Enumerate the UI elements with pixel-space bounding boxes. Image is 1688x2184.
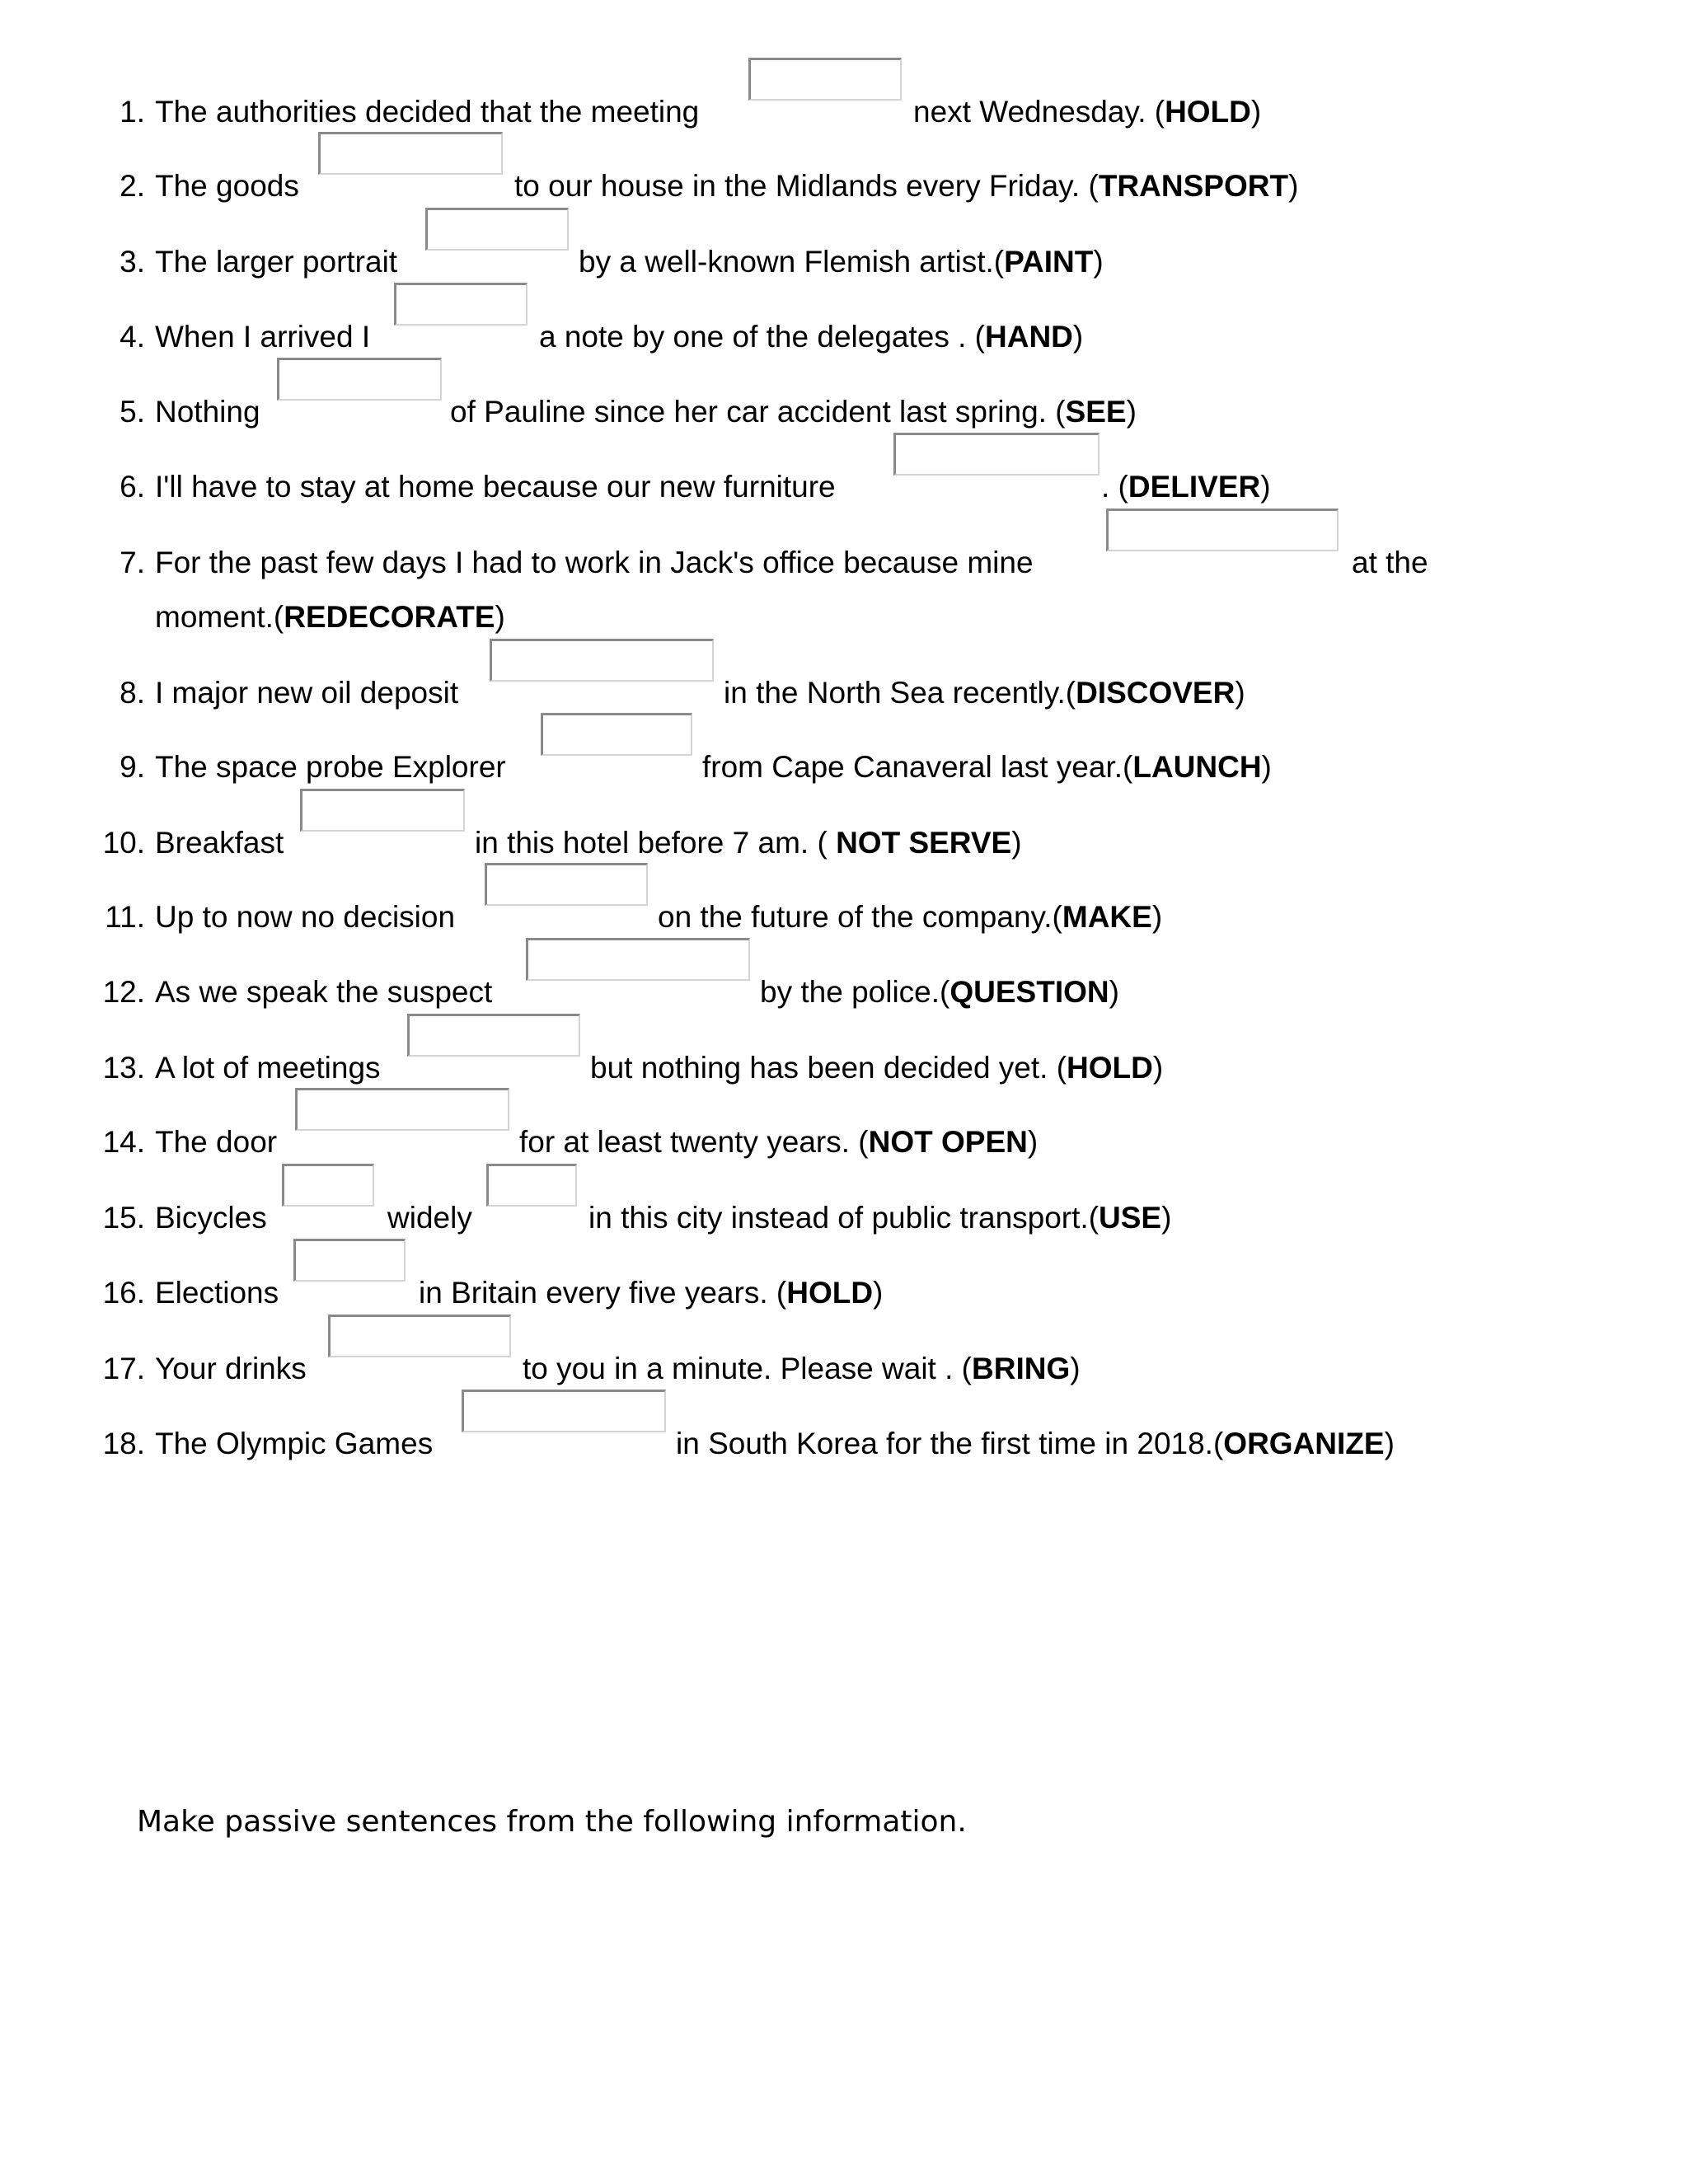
question-6 bbox=[0, 470, 1688, 536]
answer-input[interactable] bbox=[394, 283, 528, 326]
question-number: 6. bbox=[120, 470, 145, 504]
question-text-after: to our house in the Midlands every Friday. (TRANSPORT) bbox=[514, 169, 1299, 203]
question-10 bbox=[0, 826, 1688, 892]
question-text-after: a note by one of the delegates . (HAND) bbox=[539, 320, 1084, 354]
question-text-after: next Wednesday. (HOLD) bbox=[913, 95, 1262, 129]
question-text: Elections bbox=[155, 1276, 279, 1310]
question-text: The authorities decided that the meeting bbox=[155, 95, 700, 129]
question-text: The larger portrait bbox=[155, 245, 398, 279]
question-text: For the past few days I had to work in Jack's office because mine bbox=[155, 546, 1034, 579]
question-text: Bicycles bbox=[155, 1201, 267, 1235]
question-text: As we speak the suspect bbox=[155, 975, 493, 1009]
answer-input[interactable] bbox=[526, 938, 750, 981]
question-number: 2. bbox=[120, 169, 145, 203]
question-number: 5. bbox=[120, 395, 145, 429]
answer-input[interactable] bbox=[485, 863, 648, 906]
question-9 bbox=[0, 750, 1688, 816]
question-text-after: but nothing has been decided yet. (HOLD) bbox=[590, 1051, 1164, 1085]
question-number: 7. bbox=[120, 546, 145, 579]
question-2 bbox=[0, 169, 1688, 235]
answer-input[interactable] bbox=[295, 1088, 509, 1131]
question-text: Breakfast bbox=[155, 826, 284, 860]
answer-input[interactable] bbox=[318, 132, 503, 175]
question-text-middle: widely bbox=[387, 1201, 472, 1235]
question-text-after: in this hotel before 7 am. ( NOT SERVE) bbox=[475, 826, 1022, 860]
answer-input[interactable] bbox=[300, 789, 465, 832]
question-number: 18. bbox=[102, 1427, 145, 1460]
question-text-after: in South Korea for the first time in 2018.(ORGANIZE) bbox=[676, 1427, 1395, 1460]
question-11 bbox=[0, 900, 1688, 966]
question-text-after: on the future of the company.(MAKE) bbox=[658, 900, 1163, 934]
question-text: The goods bbox=[155, 169, 299, 203]
question-text-after: . (DELIVER) bbox=[1101, 470, 1271, 504]
question-number: 8. bbox=[120, 676, 145, 710]
question-number: 4. bbox=[120, 320, 145, 354]
answer-input[interactable] bbox=[748, 58, 902, 101]
question-text: The door bbox=[155, 1125, 278, 1159]
question-number: 17. bbox=[102, 1352, 145, 1385]
question-text: Up to now no decision bbox=[155, 900, 456, 934]
question-3 bbox=[0, 245, 1688, 311]
answer-input[interactable] bbox=[277, 358, 442, 401]
question-number: 16. bbox=[102, 1276, 145, 1310]
question-text: A lot of meetings bbox=[155, 1051, 381, 1085]
question-12 bbox=[0, 975, 1688, 1041]
question-number: 3. bbox=[120, 245, 145, 279]
question-text: When I arrived I bbox=[155, 320, 371, 354]
question-text-after: in this city instead of public transport.(USE) bbox=[588, 1201, 1172, 1235]
question-15 bbox=[0, 1201, 1688, 1267]
question-17 bbox=[0, 1352, 1688, 1418]
question-text: I major new oil deposit bbox=[155, 676, 459, 710]
question-text-after: in Britain every five years. (HOLD) bbox=[419, 1276, 884, 1310]
answer-input[interactable] bbox=[1106, 509, 1339, 551]
answer-input[interactable] bbox=[293, 1239, 406, 1282]
question-text-after: to you in a minute. Please wait . (BRING) bbox=[523, 1352, 1081, 1385]
question-text: The space probe Explorer bbox=[155, 750, 506, 784]
question-text-after: by the police.(QUESTION) bbox=[760, 975, 1119, 1009]
question-7 bbox=[0, 546, 1688, 653]
answer-input[interactable] bbox=[462, 1390, 666, 1432]
answer-input[interactable] bbox=[893, 433, 1100, 476]
question-number: 9. bbox=[120, 750, 145, 784]
question-text-after: by a well-known Flemish artist.(PAINT) bbox=[579, 245, 1104, 279]
question-text: The Olympic Games bbox=[155, 1427, 434, 1460]
question-number: 14. bbox=[102, 1125, 145, 1159]
question-text: Your drinks bbox=[155, 1352, 307, 1385]
answer-input[interactable] bbox=[425, 208, 569, 251]
question-text: Nothing bbox=[155, 395, 260, 429]
answer-input[interactable] bbox=[407, 1014, 580, 1057]
answer-input-auxiliary[interactable] bbox=[282, 1164, 374, 1207]
question-number: 13. bbox=[102, 1051, 145, 1085]
question-number: 12. bbox=[102, 975, 145, 1009]
question-5 bbox=[0, 395, 1688, 461]
question-text-line2: moment.(REDECORATE) bbox=[155, 600, 505, 634]
question-18 bbox=[0, 1427, 1688, 1493]
question-number: 15. bbox=[102, 1201, 145, 1235]
answer-input[interactable] bbox=[541, 713, 692, 756]
question-number: 11. bbox=[105, 900, 145, 934]
question-text: I'll have to stay at home because our new furniture bbox=[155, 470, 836, 504]
question-14 bbox=[0, 1125, 1688, 1191]
question-number: 10. bbox=[102, 826, 145, 860]
question-1 bbox=[0, 95, 1688, 161]
answer-input[interactable] bbox=[490, 639, 714, 682]
question-8 bbox=[0, 676, 1688, 742]
question-number: 1. bbox=[120, 95, 145, 129]
answer-input-participle[interactable] bbox=[486, 1164, 577, 1207]
question-text-after: of Pauline since her car accident last spring. (SEE) bbox=[450, 395, 1137, 429]
question-16 bbox=[0, 1276, 1688, 1342]
question-text-after: at the bbox=[1352, 546, 1428, 579]
question-4 bbox=[0, 320, 1688, 386]
answer-input[interactable] bbox=[328, 1315, 511, 1357]
question-text-after: in the North Sea recently.(DISCOVER) bbox=[724, 676, 1245, 710]
question-13 bbox=[0, 1051, 1688, 1117]
exercise-instruction: Make passive sentences from the following information. bbox=[137, 1805, 967, 1839]
question-text-after: for at least twenty years. (NOT OPEN) bbox=[519, 1125, 1039, 1159]
question-text-after: from Cape Canaveral last year.(LAUNCH) bbox=[702, 750, 1272, 784]
